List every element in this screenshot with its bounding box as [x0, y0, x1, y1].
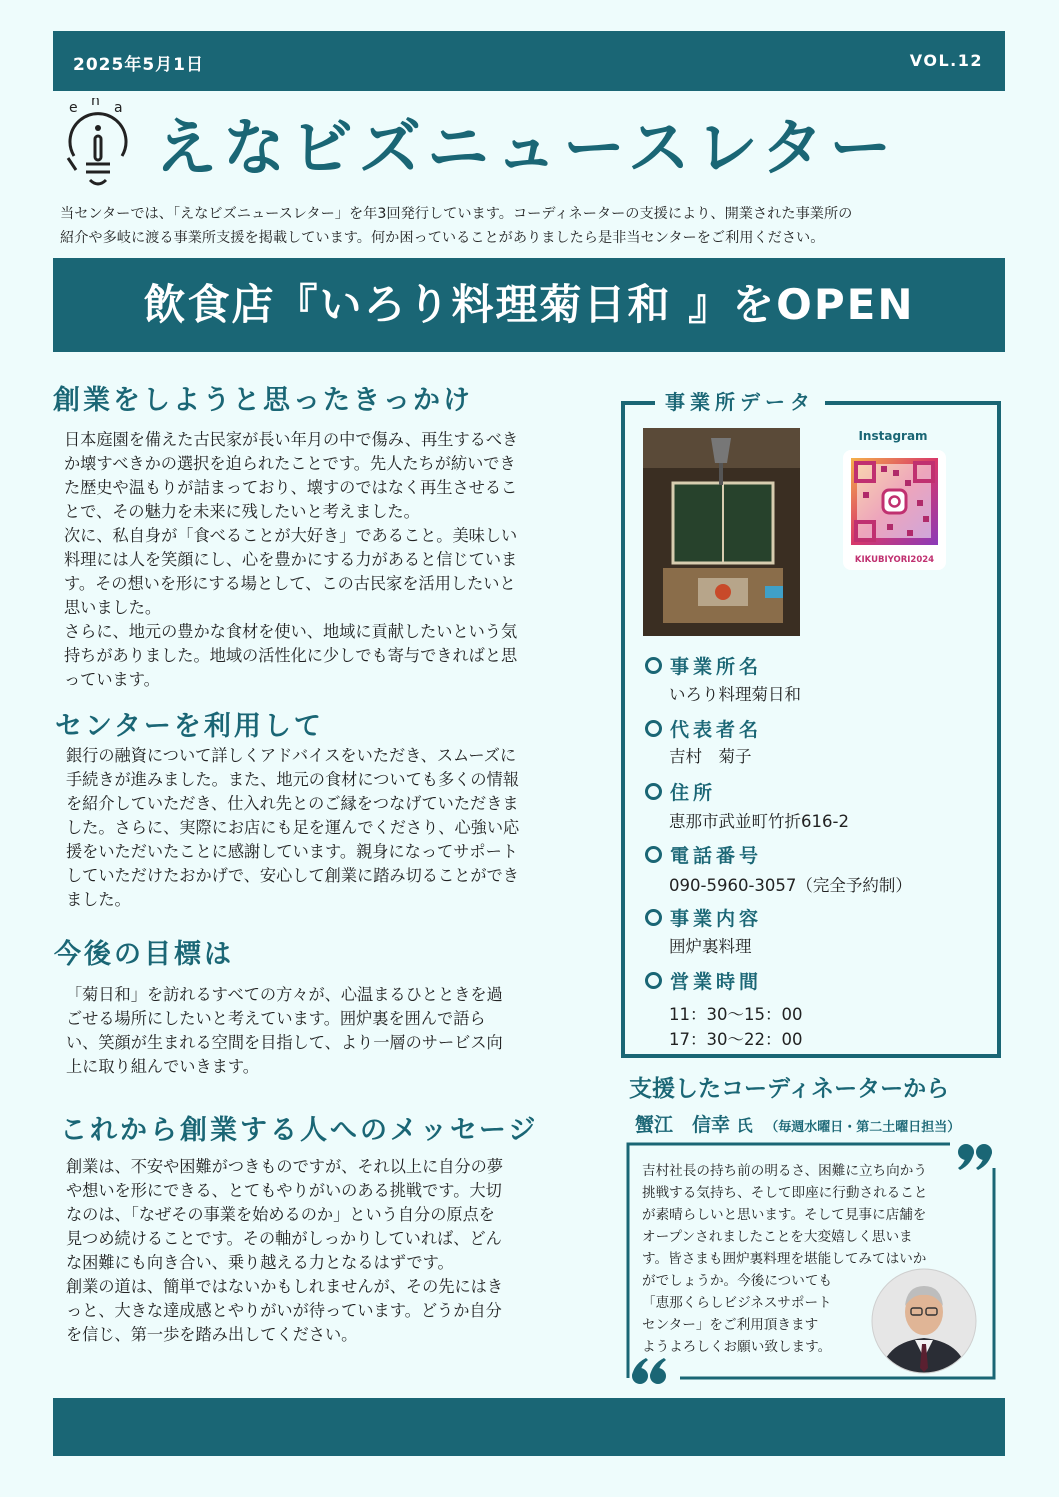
- text-line: さらに、地元の豊かな食材を使い、地域に貢献したいという気: [64, 622, 518, 641]
- text-line: ました。: [66, 890, 131, 909]
- field-value-business-content: 囲炉裏料理: [669, 937, 752, 956]
- quote-line: 「恵那くらしビジネスサポート: [642, 1295, 832, 1311]
- circle-bullet-icon: [645, 972, 662, 989]
- section-body-motivation: [64, 428, 518, 692]
- text-line: 銀行の融資について詳しくアドバイスをいただき、スムーズに: [66, 746, 517, 765]
- coordinator-honorific: 氏: [736, 1116, 753, 1135]
- header-bar: [53, 31, 1005, 91]
- field-value-hours-lunch: 11：30〜15：00: [669, 1005, 803, 1024]
- section-heading-message: これから創業する人へのメッセージ: [60, 1115, 539, 1146]
- section-body-message: [66, 1155, 503, 1347]
- text-line: 創業の道は、簡単ではないかもしれませんが、その先にはき: [66, 1277, 504, 1296]
- text-line: を紹介していただき、仕入れ先とのご縁をつなげていただきま: [66, 794, 519, 813]
- field-value-phone: 090-5960-3057（完全予約制）: [669, 876, 912, 895]
- logo-letter-n: n: [91, 98, 100, 109]
- quote-line: ようよろしくお願い致します。: [642, 1339, 832, 1355]
- text-line: した。さらに、実際にお店にも足を運んでくださり、心強い応: [66, 818, 520, 837]
- close-quote-icon: [958, 1144, 992, 1170]
- section-body-goals: [66, 983, 503, 1079]
- text-line: 思いました。: [64, 598, 162, 617]
- instagram-label: Instagram: [858, 429, 928, 443]
- text-line: や想いを形にできる、とてもやりがいのある挑戦です。大切: [66, 1181, 502, 1200]
- field-label-business-content: [645, 904, 762, 931]
- footer-bar: [53, 1398, 1005, 1456]
- text-line: っています。: [64, 670, 160, 689]
- field-label-text: 代表者名: [670, 719, 763, 741]
- text-line: い、笑顔が生まれる空間を目指して、より一層のサービス向: [66, 1033, 503, 1052]
- text-line: 創業は、不安や困難がつきものですが、それ以上に自分の夢: [66, 1157, 504, 1176]
- coordinator-schedule-note: （毎週水曜日・第二土曜日担当）: [765, 1120, 961, 1135]
- field-label-text: 事業所名: [670, 656, 763, 678]
- text-line: とで、その魅力を未来に残したいと考えました。: [64, 502, 420, 521]
- qr-caption: KIKUBIYORI2024: [854, 555, 935, 565]
- text-line: を信じ、第一歩を踏み出してください。: [66, 1325, 358, 1344]
- newsletter-title: えなビズニュースレター: [155, 111, 898, 184]
- section-heading-motivation: 創業をしようと思ったきっかけ: [53, 385, 473, 416]
- text-line: 料理には人を笑顔にし、心を豊かにする力があると信じていま: [64, 550, 518, 569]
- quote-line: 吉村社長の持ち前の明るさ、困難に立ち向かう: [642, 1163, 927, 1179]
- issue-volume: VOL.12: [909, 51, 983, 70]
- text-line: す。その想いを形にする場として、この古民家を活用したいと: [64, 574, 516, 593]
- logo-letter-e: e: [69, 100, 78, 116]
- quote-line: オープンされましたことを大変嬉しく思いま: [642, 1229, 913, 1245]
- field-label-text: 事業内容: [670, 908, 763, 930]
- quote-line: が素晴らしいと思います。そして見事に店舗を: [642, 1207, 927, 1223]
- text-line: 持ちがありました。地域の活性化に少しでも寄与できればと思: [64, 646, 518, 665]
- headline-banner: 飲食店『いろり料理菊日和 』をOPEN: [53, 258, 1005, 352]
- field-label-text: 電話番号: [670, 845, 763, 867]
- text-line: 「菊日和」を訪れるすべての方々が、心温まるひとときを過: [66, 985, 503, 1004]
- section-heading-center-usage: センターを利用して: [55, 711, 324, 742]
- field-label-phone: [645, 841, 762, 868]
- coordinator-portrait: [871, 1268, 977, 1374]
- circle-bullet-icon: [645, 657, 662, 674]
- intro-text: [60, 202, 1000, 250]
- text-line: 次に、私自身が「食べることが大好き」であること。美味しい: [64, 526, 518, 545]
- text-line: っと、大きな達成感とやりがいが待っています。どうか自分: [66, 1301, 502, 1320]
- field-label-text: 営業時間: [670, 971, 763, 993]
- intro-line: 紹介や多岐に渡る事業所支援を掲載しています。何か困っていることがありましたら是非当センターをご利用ください。: [60, 230, 825, 246]
- text-line: 援をいただいたことに感謝しています。親身になってサポート: [66, 842, 518, 861]
- text-line: ごせる場所にしたいと考えています。囲炉裏を囲んで語ら: [66, 1009, 486, 1028]
- circle-bullet-icon: [645, 720, 662, 737]
- coordinator-title: 支援したコーディネーターから: [629, 1076, 950, 1102]
- issue-date: 2025年5月1日: [73, 55, 204, 75]
- circle-bullet-icon: [645, 783, 662, 800]
- quote-line: がでしょうか。今後についても: [642, 1273, 833, 1289]
- field-label-business-name: [645, 652, 762, 679]
- quote-line: センター」をご利用頂きます: [642, 1317, 819, 1333]
- section-heading-goals: 今後の目標は: [54, 939, 234, 970]
- field-value-representative: 吉村 菊子: [669, 747, 752, 766]
- ena-logo-icon: [60, 98, 136, 194]
- text-line: 上に取り組んでいきます。: [66, 1057, 259, 1076]
- field-label-hours: [645, 967, 762, 994]
- intro-line: 当センターでは、「えなビズニュースレター」を年3回発行しています。コーディネーターの支援により、開業された事業所の: [60, 206, 853, 222]
- section-body-center-usage: [66, 744, 519, 912]
- coordinator-name: 蟹江 信幸: [635, 1114, 731, 1136]
- circle-bullet-icon: [645, 909, 662, 926]
- text-line: 見つめ続けることです。その軸がしっかりしていれば、どん: [66, 1229, 502, 1248]
- circle-bullet-icon: [645, 846, 662, 863]
- open-quote-icon: [632, 1358, 666, 1384]
- field-label-representative: [645, 715, 762, 742]
- field-label-text: 住所: [670, 782, 717, 804]
- field-value-hours-dinner: 17：30〜22：00: [669, 1030, 803, 1049]
- field-value-business-name: いろり料理菊日和: [669, 685, 801, 704]
- instagram-qr-code[interactable]: [843, 450, 946, 570]
- text-line: 日本庭園を備えた古民家が長い年月の中で傷み、再生するべき: [64, 430, 519, 449]
- shop-interior-photo: [643, 428, 800, 636]
- logo-letter-a: a: [114, 100, 123, 116]
- field-label-address: [645, 778, 716, 805]
- text-line: していただけたおかげで、安心して創業に踏み切ることができ: [66, 866, 519, 885]
- business-data-title: 事業所データ: [655, 386, 825, 415]
- quote-line: す。皆さまも囲炉裏料理を堪能してみてはいか: [642, 1251, 927, 1267]
- text-line: か壊すべきかの選択を迫られたことです。先人たちが紡いでき: [64, 454, 516, 473]
- text-line: な困難にも向き合い、乗り越える力となるはずです。: [66, 1253, 454, 1272]
- text-line: 手続きが進みました。また、地元の食材についても多くの情報: [66, 770, 519, 789]
- text-line: た歴史や温もりが詰まっており、壊すのではなく再生させるこ: [64, 478, 518, 497]
- quote-line: 挑戦する気持ち、そして即座に行動されること: [642, 1185, 928, 1201]
- field-value-address: 恵那市武並町竹折616-2: [669, 812, 849, 831]
- text-line: なのは、「なぜその事業を始めるのか」という自分の原点を: [66, 1205, 495, 1224]
